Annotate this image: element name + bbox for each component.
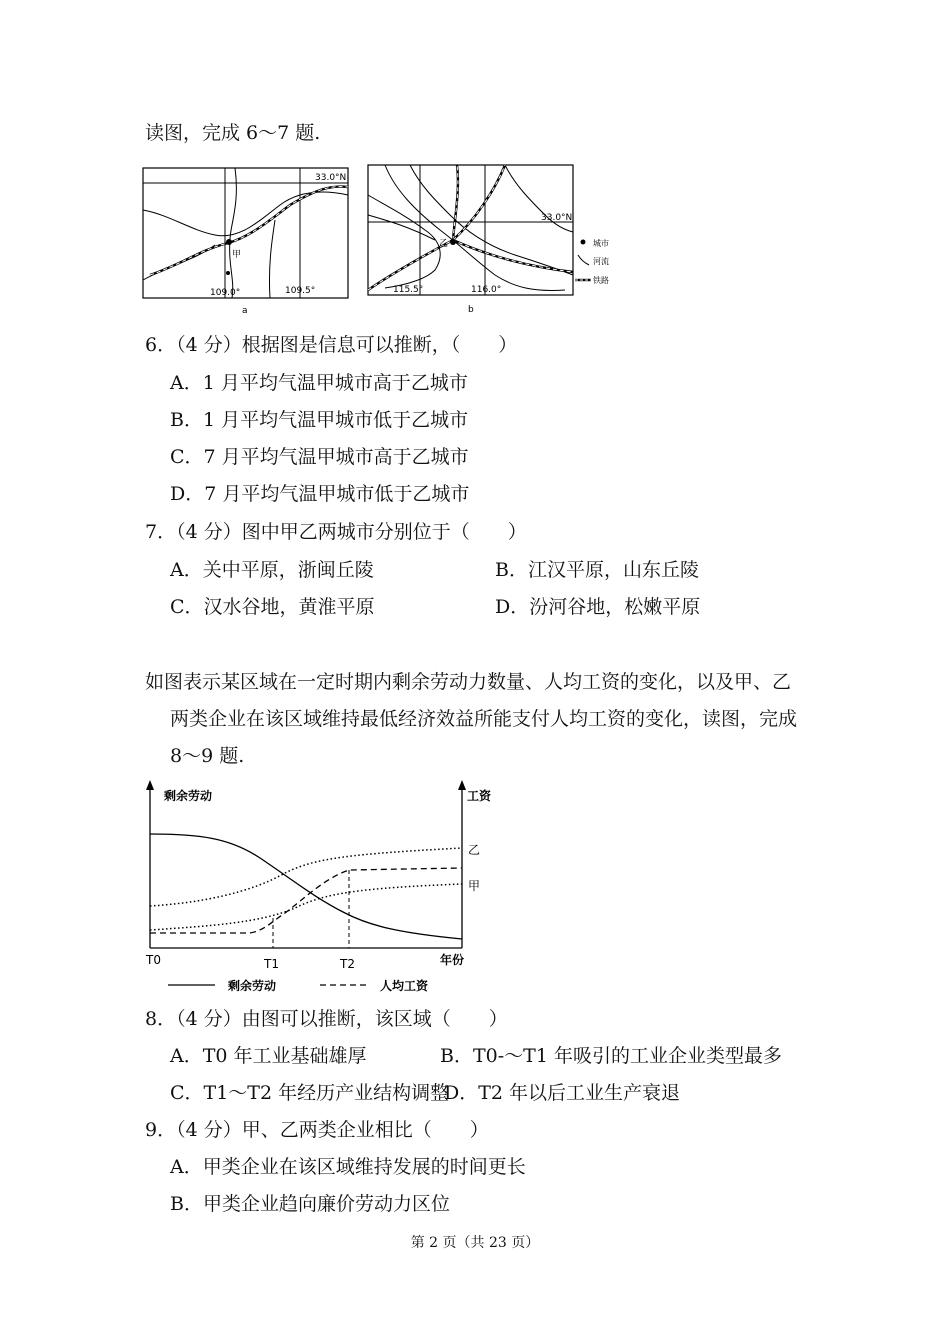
legend-river-icon bbox=[578, 255, 589, 265]
intro-text-6-7: 读图，完成 6～7 题. bbox=[145, 122, 321, 144]
city-yi-marker bbox=[450, 239, 456, 245]
map-b-frame bbox=[368, 165, 573, 295]
legend-city-icon bbox=[581, 240, 586, 245]
q8-option-d: D．T2 年以后工业生产衰退 bbox=[444, 1082, 681, 1104]
x-tick-t2: T2 bbox=[340, 957, 355, 971]
q7-option-d: D．汾河谷地，松嫩平原 bbox=[495, 596, 701, 618]
q6-option-d: D．7 月平均气温甲城市低于乙城市 bbox=[170, 483, 470, 505]
map-b-railway bbox=[453, 165, 505, 240]
city-jia-marker bbox=[226, 239, 232, 245]
series-yi bbox=[150, 848, 462, 906]
q9-stem: 9．（4 分）甲、乙两类企业相比（ ） bbox=[145, 1119, 489, 1141]
q8-option-c: C．T1～T2 年经历产业结构调整 bbox=[170, 1082, 450, 1104]
map-a-railway bbox=[150, 187, 348, 275]
map-a-lon-right-label: 109.5° bbox=[285, 286, 316, 296]
q8-option-b: B．T0-～T1 年吸引的工业企业类型最多 bbox=[440, 1045, 782, 1067]
labor-wage-chart bbox=[140, 778, 500, 1000]
legend-river-label: 河流 bbox=[593, 257, 609, 266]
map-a-frame bbox=[143, 168, 348, 298]
q6-option-b: B．1 月平均气温甲城市低于乙城市 bbox=[170, 409, 469, 431]
q7-option-c: C．汉水谷地，黄淮平原 bbox=[170, 596, 375, 618]
city-jia-label: 甲 bbox=[232, 250, 242, 260]
q8-stem: 8．（4 分）由图可以推断，该区域（ ） bbox=[145, 1008, 508, 1030]
map-b bbox=[365, 160, 630, 315]
legend-average-wage-label: 人均工资 bbox=[380, 979, 429, 993]
q9-option-a: A．甲类企业在该区域维持发展的时间更长 bbox=[170, 1156, 526, 1178]
city-yi-label: 乙 bbox=[439, 239, 449, 249]
q7-option-b: B．江汉平原，山东丘陵 bbox=[495, 559, 699, 581]
q7-option-a: A．关中平原，浙闽丘陵 bbox=[170, 559, 374, 581]
map-a-lon-left-label: 109.0° bbox=[210, 288, 241, 298]
map-a-caption: a bbox=[242, 306, 248, 316]
y-axis-right-arrow bbox=[458, 780, 466, 790]
x-label: 年份 bbox=[440, 953, 465, 967]
map-a-river bbox=[230, 168, 237, 298]
map-b-railway bbox=[368, 240, 573, 290]
map-a-river bbox=[269, 220, 275, 298]
map-b-lon-left-label: 115.5° bbox=[393, 285, 424, 295]
legend-city-label: 城市 bbox=[593, 239, 609, 248]
y-label-right: 工资 bbox=[467, 789, 492, 803]
map-b-caption: b bbox=[468, 305, 474, 315]
q6-stem: 6．（4 分）根据图是信息可以推断，（ ） bbox=[145, 334, 518, 356]
map-b-railway bbox=[453, 165, 505, 240]
y-axis-left-arrow bbox=[146, 780, 154, 790]
x-tick-t0: T0 bbox=[146, 953, 161, 967]
map-a bbox=[140, 165, 355, 315]
map-a-dot bbox=[226, 271, 230, 275]
legend-surplus-labor-label: 剩余劳动 bbox=[228, 979, 277, 993]
q8-option-a: A．T0 年工业基础雄厚 bbox=[170, 1045, 367, 1067]
series-jia bbox=[150, 884, 462, 930]
intro-text-8-9-line2: 两类企业在该区域维持最低经济效益所能支付人均工资的变化，读图，完成 bbox=[170, 708, 798, 730]
map-a-river bbox=[143, 192, 348, 236]
q9-option-b: B．甲类企业趋向廉价劳动力区位 bbox=[170, 1193, 450, 1215]
y-label-left: 剩余劳动 bbox=[164, 789, 213, 803]
intro-text-8-9-line3: 8～9 题. bbox=[170, 745, 245, 767]
q6-option-c: C．7 月平均气温甲城市高于乙城市 bbox=[170, 446, 469, 468]
map-b-lat-label: 33.0°N bbox=[541, 213, 573, 223]
map-a-lat-label: 33.0°N bbox=[315, 173, 347, 183]
q6-option-a: A．1 月平均气温甲城市高于乙城市 bbox=[170, 372, 468, 394]
map-b-river bbox=[368, 195, 440, 288]
map-b-lon-right-label: 116.0° bbox=[471, 285, 502, 295]
intro-text-8-9-line1: 如图表示某区域在一定时期内剩余劳动力数量、人均工资的变化，以及甲、乙 bbox=[145, 671, 792, 693]
page-footer: 第 2 页（共 23 页） bbox=[410, 1235, 540, 1251]
series-jia-label: 甲 bbox=[468, 879, 481, 893]
series-surplus-labor bbox=[150, 834, 462, 939]
legend-railway-label: 铁路 bbox=[593, 276, 609, 285]
q7-stem: 7．（4 分）图中甲乙两城市分别位于（ ） bbox=[145, 521, 527, 543]
map-b-river bbox=[385, 165, 565, 290]
map-b-river bbox=[368, 215, 435, 240]
series-average-wage bbox=[150, 868, 462, 933]
x-tick-t1: T1 bbox=[264, 957, 279, 971]
series-yi-label: 乙 bbox=[468, 843, 481, 857]
